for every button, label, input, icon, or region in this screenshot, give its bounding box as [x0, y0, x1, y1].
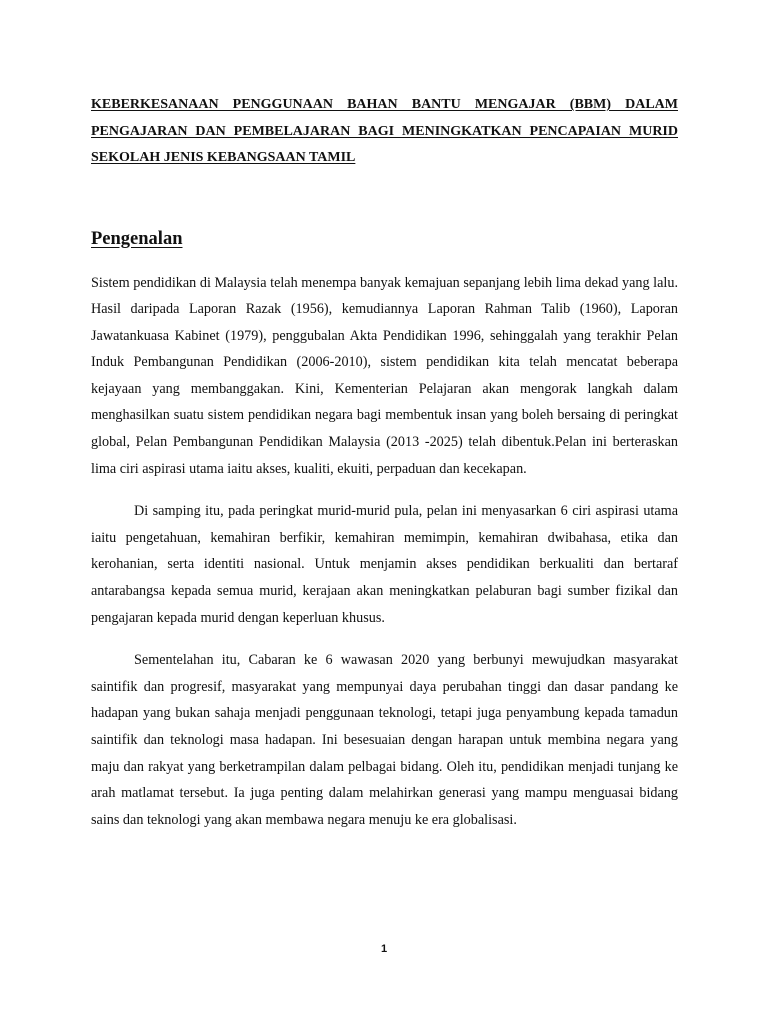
document-body: [91, 92, 678, 833]
paragraph-3: Sementelahan itu, Cabaran ke 6 wawasan 2020 yang berbunyi mewujudkan masyarakat saintifik dan progresif, masyarakat yang mempunyai daya perubahan tinggi dan dasar pandang ke hadapan yang bukan sahaja menjadi penggunaan teknologi, tetapi juga penyambung kepada tamadun saintifik dan teknologi masa hadapan. Ini besesuaian dengan harapan untuk membina negara yang maju dan rakyat yang berketrampilan dalam pelbagai bidang. Oleh itu, pendidikan menjadi tunjang ke arah matlamat tersebut. Ia juga penting dalam melahirkan generasi yang mampu menguasai bidang sains dan teknologi yang akan membawa negara menuju ke era globalisasi.: [91, 652, 678, 828]
section-heading-pengenalan: Pengenalan: [91, 228, 183, 249]
paragraph-1: Sistem pendidikan di Malaysia telah menempa banyak kemajuan sepanjang lebih lima dekad yang lalu. Hasil daripada Laporan Razak (1956), kemudiannya Laporan Rahman Talib (1960), Laporan Jawatankuasa Kabinet (1979), penggubalan Akta Pendidikan 1996, sehinggalah yang terakhir Pelan Induk Pembangunan Pendidikan (2006-2010), sistem pendidikan kita telah mencatat beberapa kejayaan yang membanggakan. Kini, Kementerian Pelajaran akan mengorak langkah dalam menghasilkan suatu sistem pendidikan negara bagi membentuk insan yang boleh bersaing di peringkat global, Pelan Pembangunan Pendidikan Malaysia (2013 -2025) telah dibentuk.Pelan ini berteraskan lima ciri aspirasi utama iaitu akses, kualiti, ekuiti, perpaduan dan kecekapan.: [91, 274, 678, 477]
page-number: 1: [380, 943, 388, 955]
document-title: KEBERKESANAAN PENGGUNAAN BAHAN BANTU MENGAJAR (BBM) DALAM PENGAJARAN DAN PEMBELAJARAN BAGI MENINGKATKAN PENCAPAIAN MURID SEKOLAH JENIS KEBANGSAAN TAMIL: [91, 97, 678, 165]
paragraph-2: Di samping itu, pada peringkat murid-murid pula, pelan ini menyasarkan 6 ciri aspirasi utama iaitu pengetahuan, kemahiran berfikir, kemahiran memimpin, kemahiran dwibahasa, etika dan kerohanian, serta identiti nasional. Untuk menjamin akses pendidikan berkualiti dan bertaraf antarabangsa kepada semua murid, kerajaan akan meningkatkan pelaburan bagi sumber fizikal dan pengajaran kepada murid dengan keperluan khusus.: [91, 503, 678, 626]
